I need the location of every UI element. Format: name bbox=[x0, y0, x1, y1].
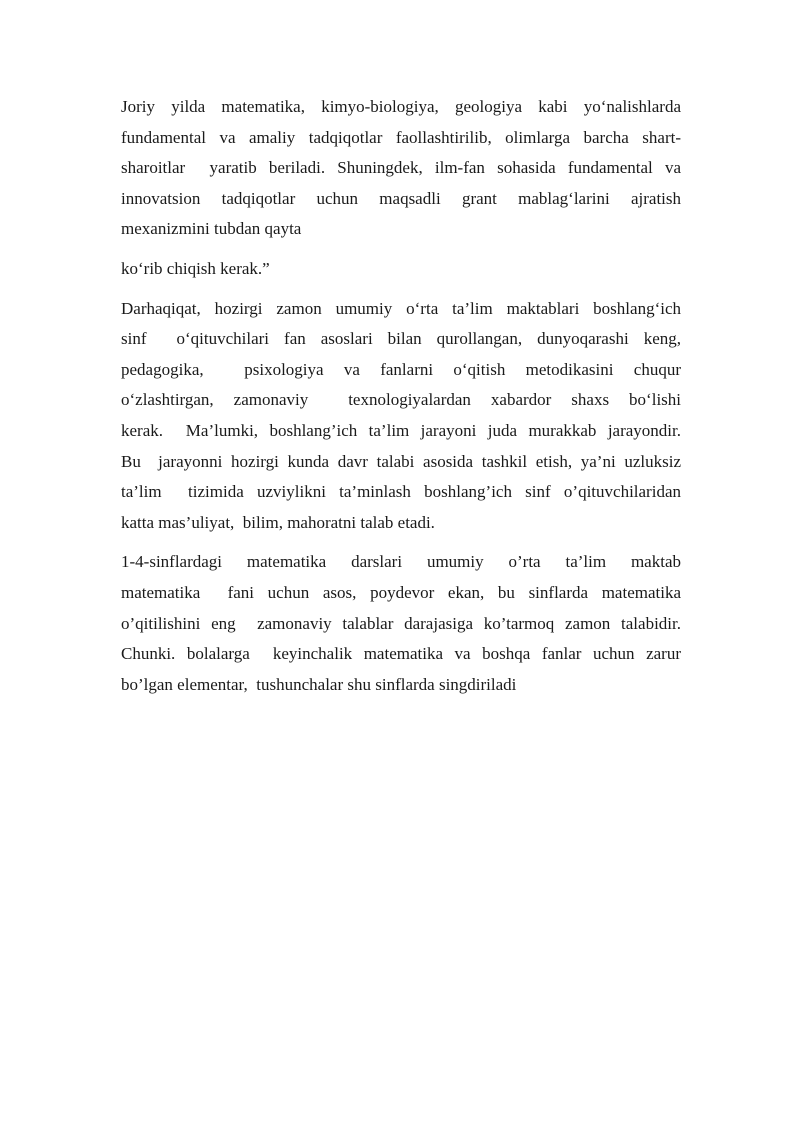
text-line: Bu jarayonni hozirgi kunda davr talabi asosida tashkil etish, ya’ni uzluksiz bbox=[121, 451, 681, 471]
text-line: pedagogika, psixologiya va fanlarni o‘qitish metodikasini chuqur bbox=[121, 359, 681, 379]
document-body bbox=[121, 92, 681, 700]
paragraph-2 bbox=[121, 254, 681, 285]
text-line: matematika fani uchun asos, poydevor ekan, bu sinflarda matematika bbox=[121, 582, 681, 602]
text-line: mexanizmini tubdan qayta bbox=[121, 219, 302, 239]
text-line: Joriy yilda matematika, kimyo-biologiya, geologiya kabi yo‘nalishlarda bbox=[121, 97, 681, 116]
text-line: sinf o‘qituvchilari fan asoslari bilan qurollangan, dunyoqarashi keng, bbox=[121, 329, 681, 349]
text-line: fundamental va amaliy tadqiqotlar faollashtirilib, olimlarga barcha shart- bbox=[121, 127, 681, 147]
text-line: Darhaqiqat, hozirgi zamon umumiy o‘rta ta’lim maktablari boshlang‘ich bbox=[121, 298, 681, 318]
text-line: ta’lim tizimida uzviylikni ta’minlash boshlang’ich sinf o’qituvchilaridan bbox=[121, 482, 681, 502]
paragraph-3 bbox=[121, 294, 681, 539]
text-line: kerak. Ma’lumki, boshlang’ich ta’lim jarayoni juda murakkab jarayondir. bbox=[121, 420, 681, 440]
paragraph-1 bbox=[121, 92, 681, 245]
paragraph-4 bbox=[121, 547, 681, 700]
text-line: Chunki. bolalarga keyinchalik matematika va boshqa fanlar uchun zarur bbox=[121, 644, 681, 664]
text-line: innovatsion tadqiqotlar uchun maqsadli grant mablag‘larini ajratish bbox=[121, 188, 681, 208]
text-line: bo’lgan elementar, tushunchalar shu sinflarda singdiriladi bbox=[121, 674, 517, 694]
text-line: 1-4-sinflardagi matematika darslari umumiy o’rta ta’lim maktab bbox=[121, 552, 681, 572]
text-line: ko‘rib chiqish kerak.” bbox=[121, 258, 270, 278]
text-line: katta mas’uliyat, bilim, mahoratni talab etadi. bbox=[121, 512, 435, 532]
text-line: o’qitilishini eng zamonaviy talablar darajasiga ko’tarmoq zamon talabidir. bbox=[121, 613, 681, 633]
text-line: sharoitlar yaratib beriladi. Shuningdek, ilm-fan sohasida fundamental va bbox=[121, 158, 681, 178]
text-line: o‘zlashtirgan, zamonaviy texnologiyalardan xabardor shaxs bo‘lishi bbox=[121, 390, 681, 410]
